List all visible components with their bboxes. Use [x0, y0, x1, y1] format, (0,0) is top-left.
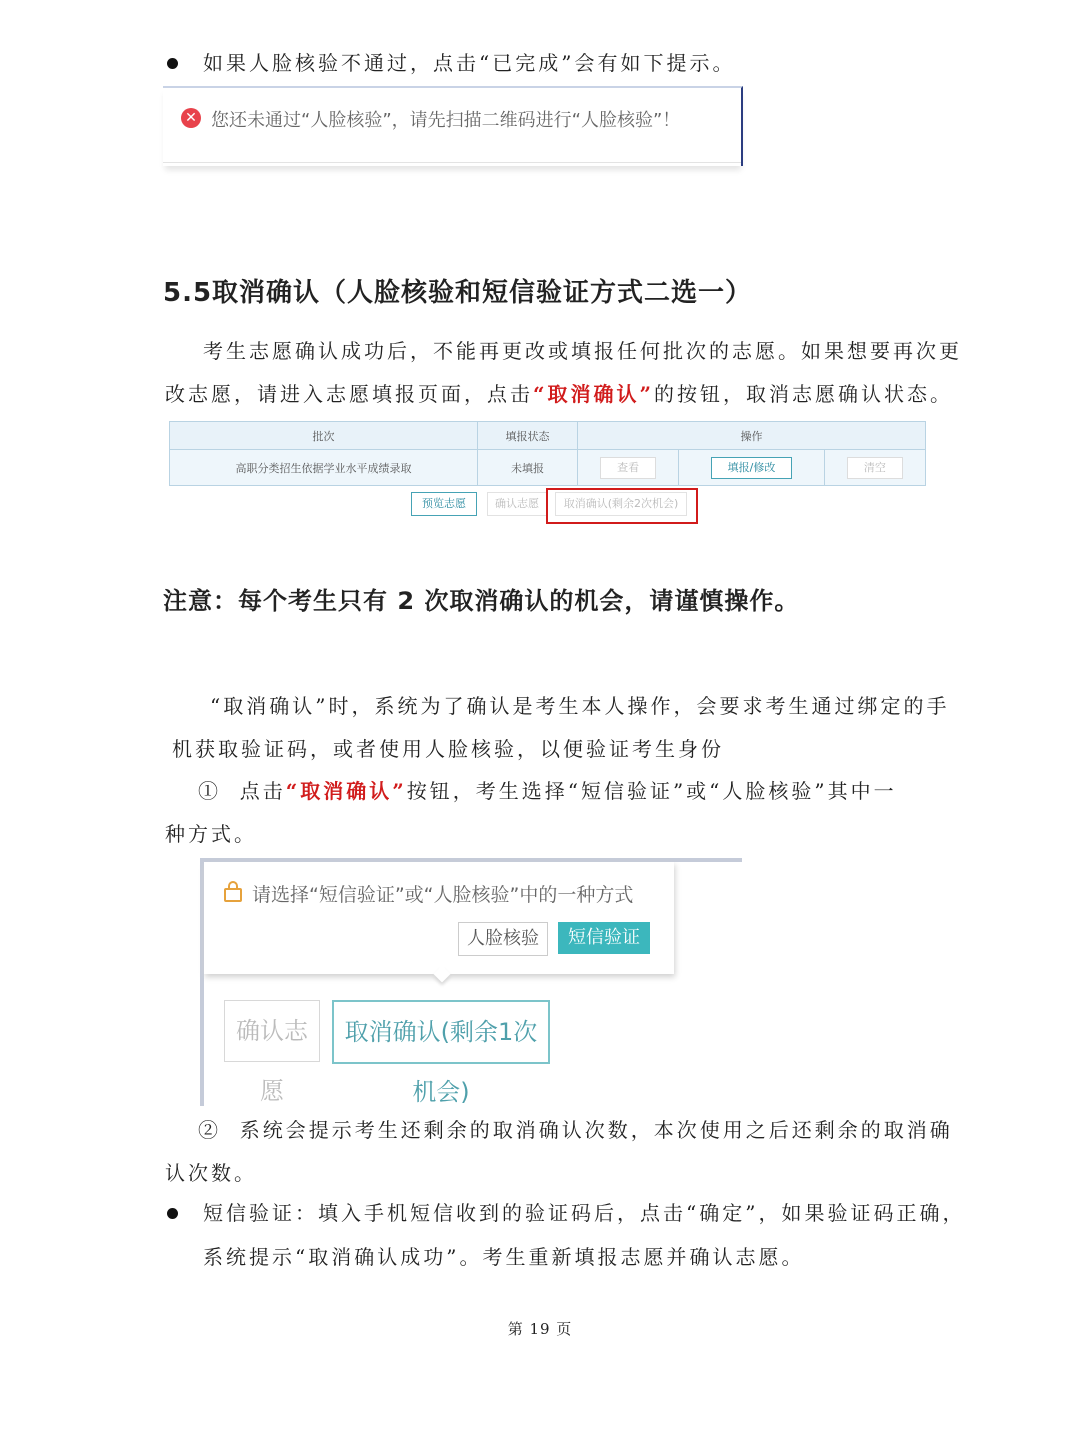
batch-cell: 高职分类招生依据学业水平成绩录取 — [170, 450, 478, 486]
paragraph-text: 的按钮，取消志愿确认状态。 — [654, 382, 954, 406]
edit-button[interactable]: 填报/修改 — [711, 457, 793, 479]
status-cell: 未填报 — [478, 450, 578, 486]
face-verify-button[interactable]: 人脸核验 — [458, 922, 548, 956]
confirm-volunteer-button[interactable]: 确认志愿 — [224, 1000, 320, 1062]
paragraph-line: “取消确认”时，系统为了确认是考生本人操作，会要求考生通过绑定的手 — [210, 694, 950, 718]
table-row — [170, 450, 926, 486]
paragraph-text: 改志愿，请进入志愿填报页面，点击 — [165, 382, 533, 406]
paragraph-line — [165, 380, 953, 408]
verification-popup — [204, 862, 674, 974]
clear-button[interactable]: 清空 — [847, 457, 903, 479]
action-cell — [824, 450, 925, 486]
step-line: 认次数。 — [165, 1161, 257, 1185]
step-text: 按钮，考生选择“短信验证”或“人脸核验”其中一 — [406, 779, 897, 803]
sms-verify-button[interactable]: 短信验证 — [558, 922, 650, 954]
step-line — [198, 1116, 953, 1144]
bullet-text: 如果人脸核验不通过，点击“已完成”会有如下提示。 — [203, 51, 736, 75]
action-cell — [679, 450, 824, 486]
lock-icon — [224, 888, 242, 902]
highlight-text: “取消确认” — [533, 382, 655, 406]
error-message-text: 您还未通过“人脸核验”，请先扫描二维码进行“人脸核验”！ — [211, 110, 681, 131]
preview-button[interactable]: 预览志愿 — [411, 492, 477, 516]
column-header: 填报状态 — [478, 422, 578, 450]
popup-pointer — [434, 966, 451, 983]
error-message-screenshot — [163, 86, 743, 166]
step-text: 点击 — [239, 779, 286, 803]
bullet-text: 短信验证：填入手机短信收到的验证码后，点击“确定”，如果验证码正确， — [203, 1201, 966, 1225]
paragraph-line: 机获取验证码，或者使用人脸核验，以便验证考生身份 — [172, 737, 724, 761]
cancel-confirm-button[interactable]: 取消确认(剩余2次机会) — [555, 492, 687, 516]
volunteer-table — [169, 421, 926, 486]
step-marker: ① — [198, 779, 221, 803]
step-marker: ② — [198, 1118, 221, 1142]
action-cell — [578, 450, 679, 486]
cancel-confirm-button[interactable]: 取消确认(剩余1次机会) — [332, 1000, 550, 1064]
view-button[interactable]: 查看 — [600, 457, 656, 479]
confirm-button[interactable]: 确认志愿 — [487, 492, 547, 516]
page-number: 第 19 页 — [507, 1320, 573, 1338]
paragraph-line: 考生志愿确认成功后，不能再更改或填报任何批次的志愿。如果想要再次更 — [203, 339, 962, 363]
bullet-text: 系统提示“取消确认成功”。考生重新填报志愿并确认志愿。 — [203, 1245, 805, 1269]
step-line — [198, 777, 897, 805]
popup-prompt: 请选择“短信验证”或“人脸核验”中的一种方式 — [252, 884, 634, 906]
error-x-icon: ✕ — [181, 108, 201, 128]
bullet-dot — [167, 58, 178, 69]
section-title: 5.5取消确认（人脸核验和短信验证方式二选一） — [163, 278, 753, 308]
table-header-row — [170, 422, 926, 450]
step-text: 系统会提示考生还剩余的取消确认次数，本次使用之后还剩余的取消确 — [239, 1118, 953, 1142]
verification-screenshot — [200, 858, 742, 1106]
column-header: 操作 — [578, 422, 926, 450]
column-header: 批次 — [170, 422, 478, 450]
step-line: 种方式。 — [165, 822, 257, 846]
highlight-text: “取消确认” — [285, 779, 407, 803]
note-text: 注意：每个考生只有 2 次取消确认的机会，请谨慎操作。 — [163, 587, 800, 615]
divider — [163, 162, 741, 163]
bullet-dot — [167, 1208, 178, 1219]
